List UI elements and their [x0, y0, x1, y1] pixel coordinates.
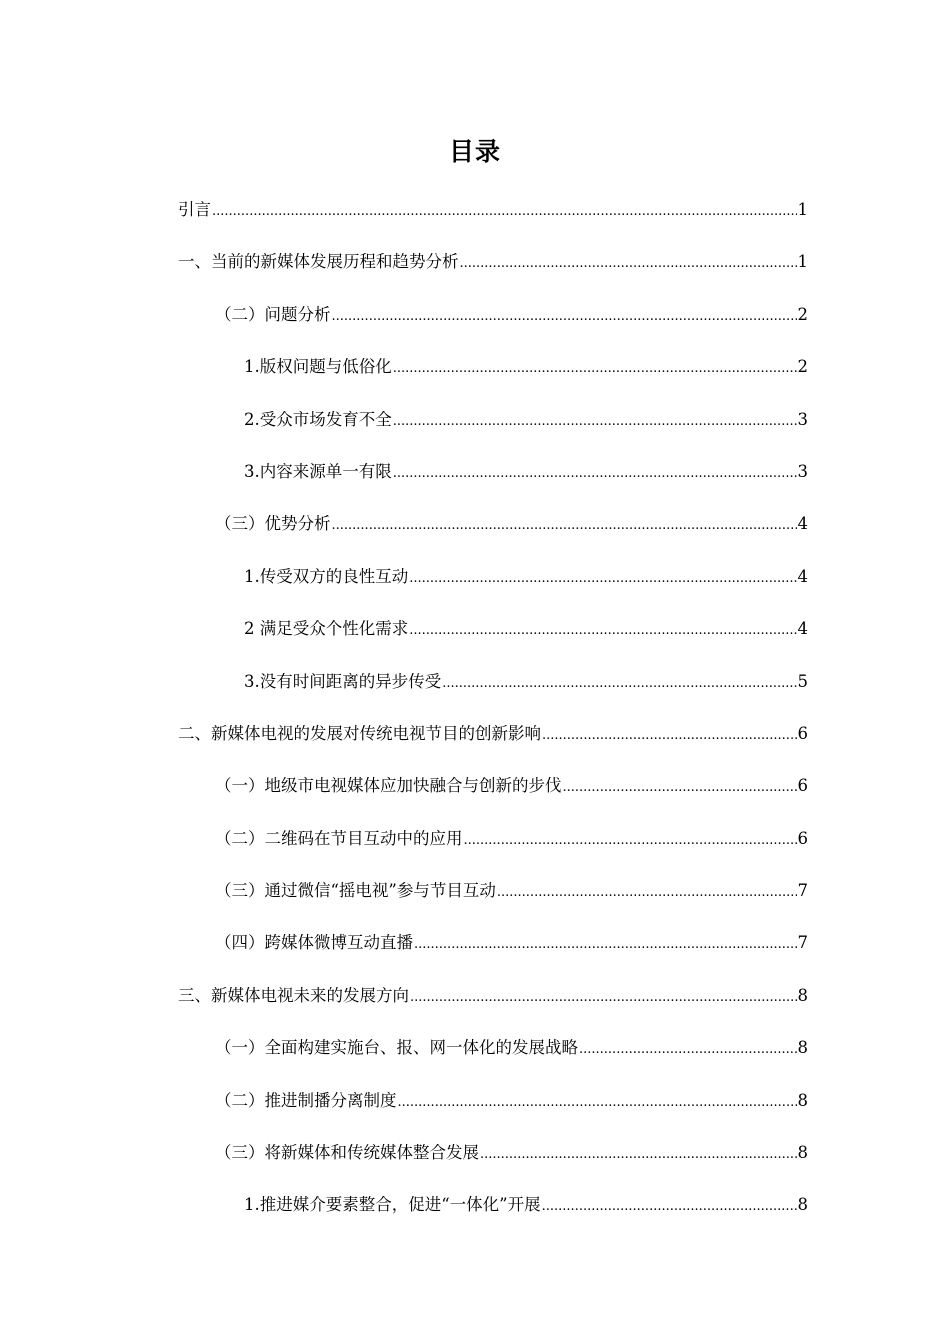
- toc-entry[interactable]: [0, 771, 950, 823]
- toc-page-number: 2: [797, 304, 808, 324]
- toc-entry[interactable]: [0, 457, 950, 509]
- toc-dot-leader: [464, 830, 797, 852]
- toc-page-number: 6: [797, 828, 808, 848]
- toc-dot-leader: [579, 1039, 797, 1061]
- toc-entry[interactable]: [0, 928, 950, 980]
- toc-entry-text: （三）通过微信“摇电视”参与节目互动: [215, 881, 496, 901]
- toc-page-number: 2: [797, 357, 808, 377]
- toc-entry-text: （二）推进制播分离制度: [215, 1090, 397, 1110]
- toc-page-number: 6: [797, 723, 808, 743]
- toc-entry[interactable]: [0, 1033, 950, 1085]
- toc-page-number: 4: [797, 566, 808, 586]
- toc-page-number: 5: [797, 671, 808, 691]
- toc-entry-text: 引言: [178, 200, 211, 219]
- toc-entry-text: （三）优势分析: [215, 514, 331, 534]
- toc-dot-leader: [409, 620, 796, 642]
- toc-page-number: 8: [797, 985, 808, 1005]
- toc-entry-text: 二、新媒体电视的发展对传统电视节目的创新影响: [178, 723, 541, 743]
- toc-title: 目录: [448, 137, 501, 166]
- toc-entry-text: 三、新媒体电视未来的发展方向: [178, 985, 409, 1005]
- toc-entry-text: 1.传受双方的良性互动: [244, 566, 409, 586]
- toc-entry[interactable]: [0, 195, 950, 247]
- toc-dot-leader: [480, 1144, 797, 1166]
- toc-page-number: 3: [797, 461, 808, 481]
- toc-dot-leader: [393, 463, 797, 485]
- toc-dot-leader: [410, 987, 797, 1009]
- toc-entry-text: 2 满足受众个性化需求: [244, 619, 409, 639]
- toc-entry[interactable]: [0, 509, 950, 561]
- toc-dot-leader: [212, 201, 797, 223]
- toc-page-number: 1: [797, 252, 808, 272]
- toc-dot-leader: [563, 777, 797, 799]
- toc-entry-text: 3.没有时间距离的异步传受: [244, 671, 442, 691]
- toc-entry[interactable]: [0, 300, 950, 352]
- toc-entry[interactable]: [0, 667, 950, 719]
- toc-page-number: 3: [797, 409, 808, 429]
- toc-entry[interactable]: [0, 876, 950, 928]
- toc-entry[interactable]: [0, 247, 950, 299]
- toc-entry[interactable]: [0, 719, 950, 771]
- toc-dot-leader: [332, 515, 797, 537]
- toc-entry[interactable]: [0, 1086, 950, 1138]
- toc-entry-text: （二）问题分析: [215, 304, 331, 324]
- toc-list: [0, 195, 950, 1243]
- toc-dot-leader: [542, 725, 797, 747]
- toc-dot-leader: [460, 253, 797, 275]
- toc-page-number: 7: [797, 881, 808, 901]
- toc-entry-text: （二）二维码在节目互动中的应用: [215, 828, 463, 848]
- toc-page-number: 8: [797, 1090, 808, 1110]
- toc-entry[interactable]: [0, 405, 950, 457]
- toc-entry[interactable]: [0, 562, 950, 614]
- toc-page-number: 1: [797, 200, 808, 219]
- toc-dot-leader: [393, 411, 797, 433]
- toc-dot-leader: [497, 882, 797, 904]
- toc-dot-leader: [398, 1092, 797, 1114]
- toc-entry[interactable]: [0, 824, 950, 876]
- toc-entry-text: （四）跨媒体微博互动直播: [215, 933, 413, 953]
- toc-entry-text: （一）全面构建实施台、报、网一体化的发展战略: [215, 1038, 578, 1058]
- toc-dot-leader: [332, 306, 797, 328]
- toc-page-number: 4: [797, 619, 808, 639]
- toc-dot-leader: [442, 673, 796, 695]
- toc-entry-text: 一、当前的新媒体发展历程和趋势分析: [178, 252, 459, 272]
- toc-entry-text: （三）将新媒体和传统媒体整合发展: [215, 1143, 479, 1163]
- toc-page-number: 8: [797, 1143, 808, 1163]
- toc-entry-text: 2.受众市场发育不全: [244, 409, 392, 429]
- toc-entry-text: （一）地级市电视媒体应加快融合与创新的步伐: [215, 776, 562, 796]
- toc-dot-leader: [409, 568, 796, 590]
- toc-entry-text: 3.内容来源单一有限: [244, 461, 392, 481]
- toc-entry[interactable]: [0, 981, 950, 1033]
- toc-page-number: 8: [797, 1195, 808, 1215]
- toc-dot-leader: [414, 934, 797, 956]
- toc-entry[interactable]: [0, 1138, 950, 1190]
- toc-page-number: 6: [797, 776, 808, 796]
- toc-page-number: 8: [797, 1038, 808, 1058]
- toc-entry[interactable]: [0, 352, 950, 404]
- toc-page-number: 7: [797, 933, 808, 953]
- toc-dot-leader: [393, 358, 797, 380]
- toc-entry[interactable]: [0, 614, 950, 666]
- toc-entry[interactable]: [0, 1190, 950, 1242]
- toc-dot-leader: [542, 1196, 797, 1218]
- toc-page-number: 4: [797, 514, 808, 534]
- toc-entry-text: 1.版权问题与低俗化: [244, 357, 392, 377]
- toc-entry-text: 1.推进媒介要素整合，促进“一体化”开展: [244, 1195, 541, 1215]
